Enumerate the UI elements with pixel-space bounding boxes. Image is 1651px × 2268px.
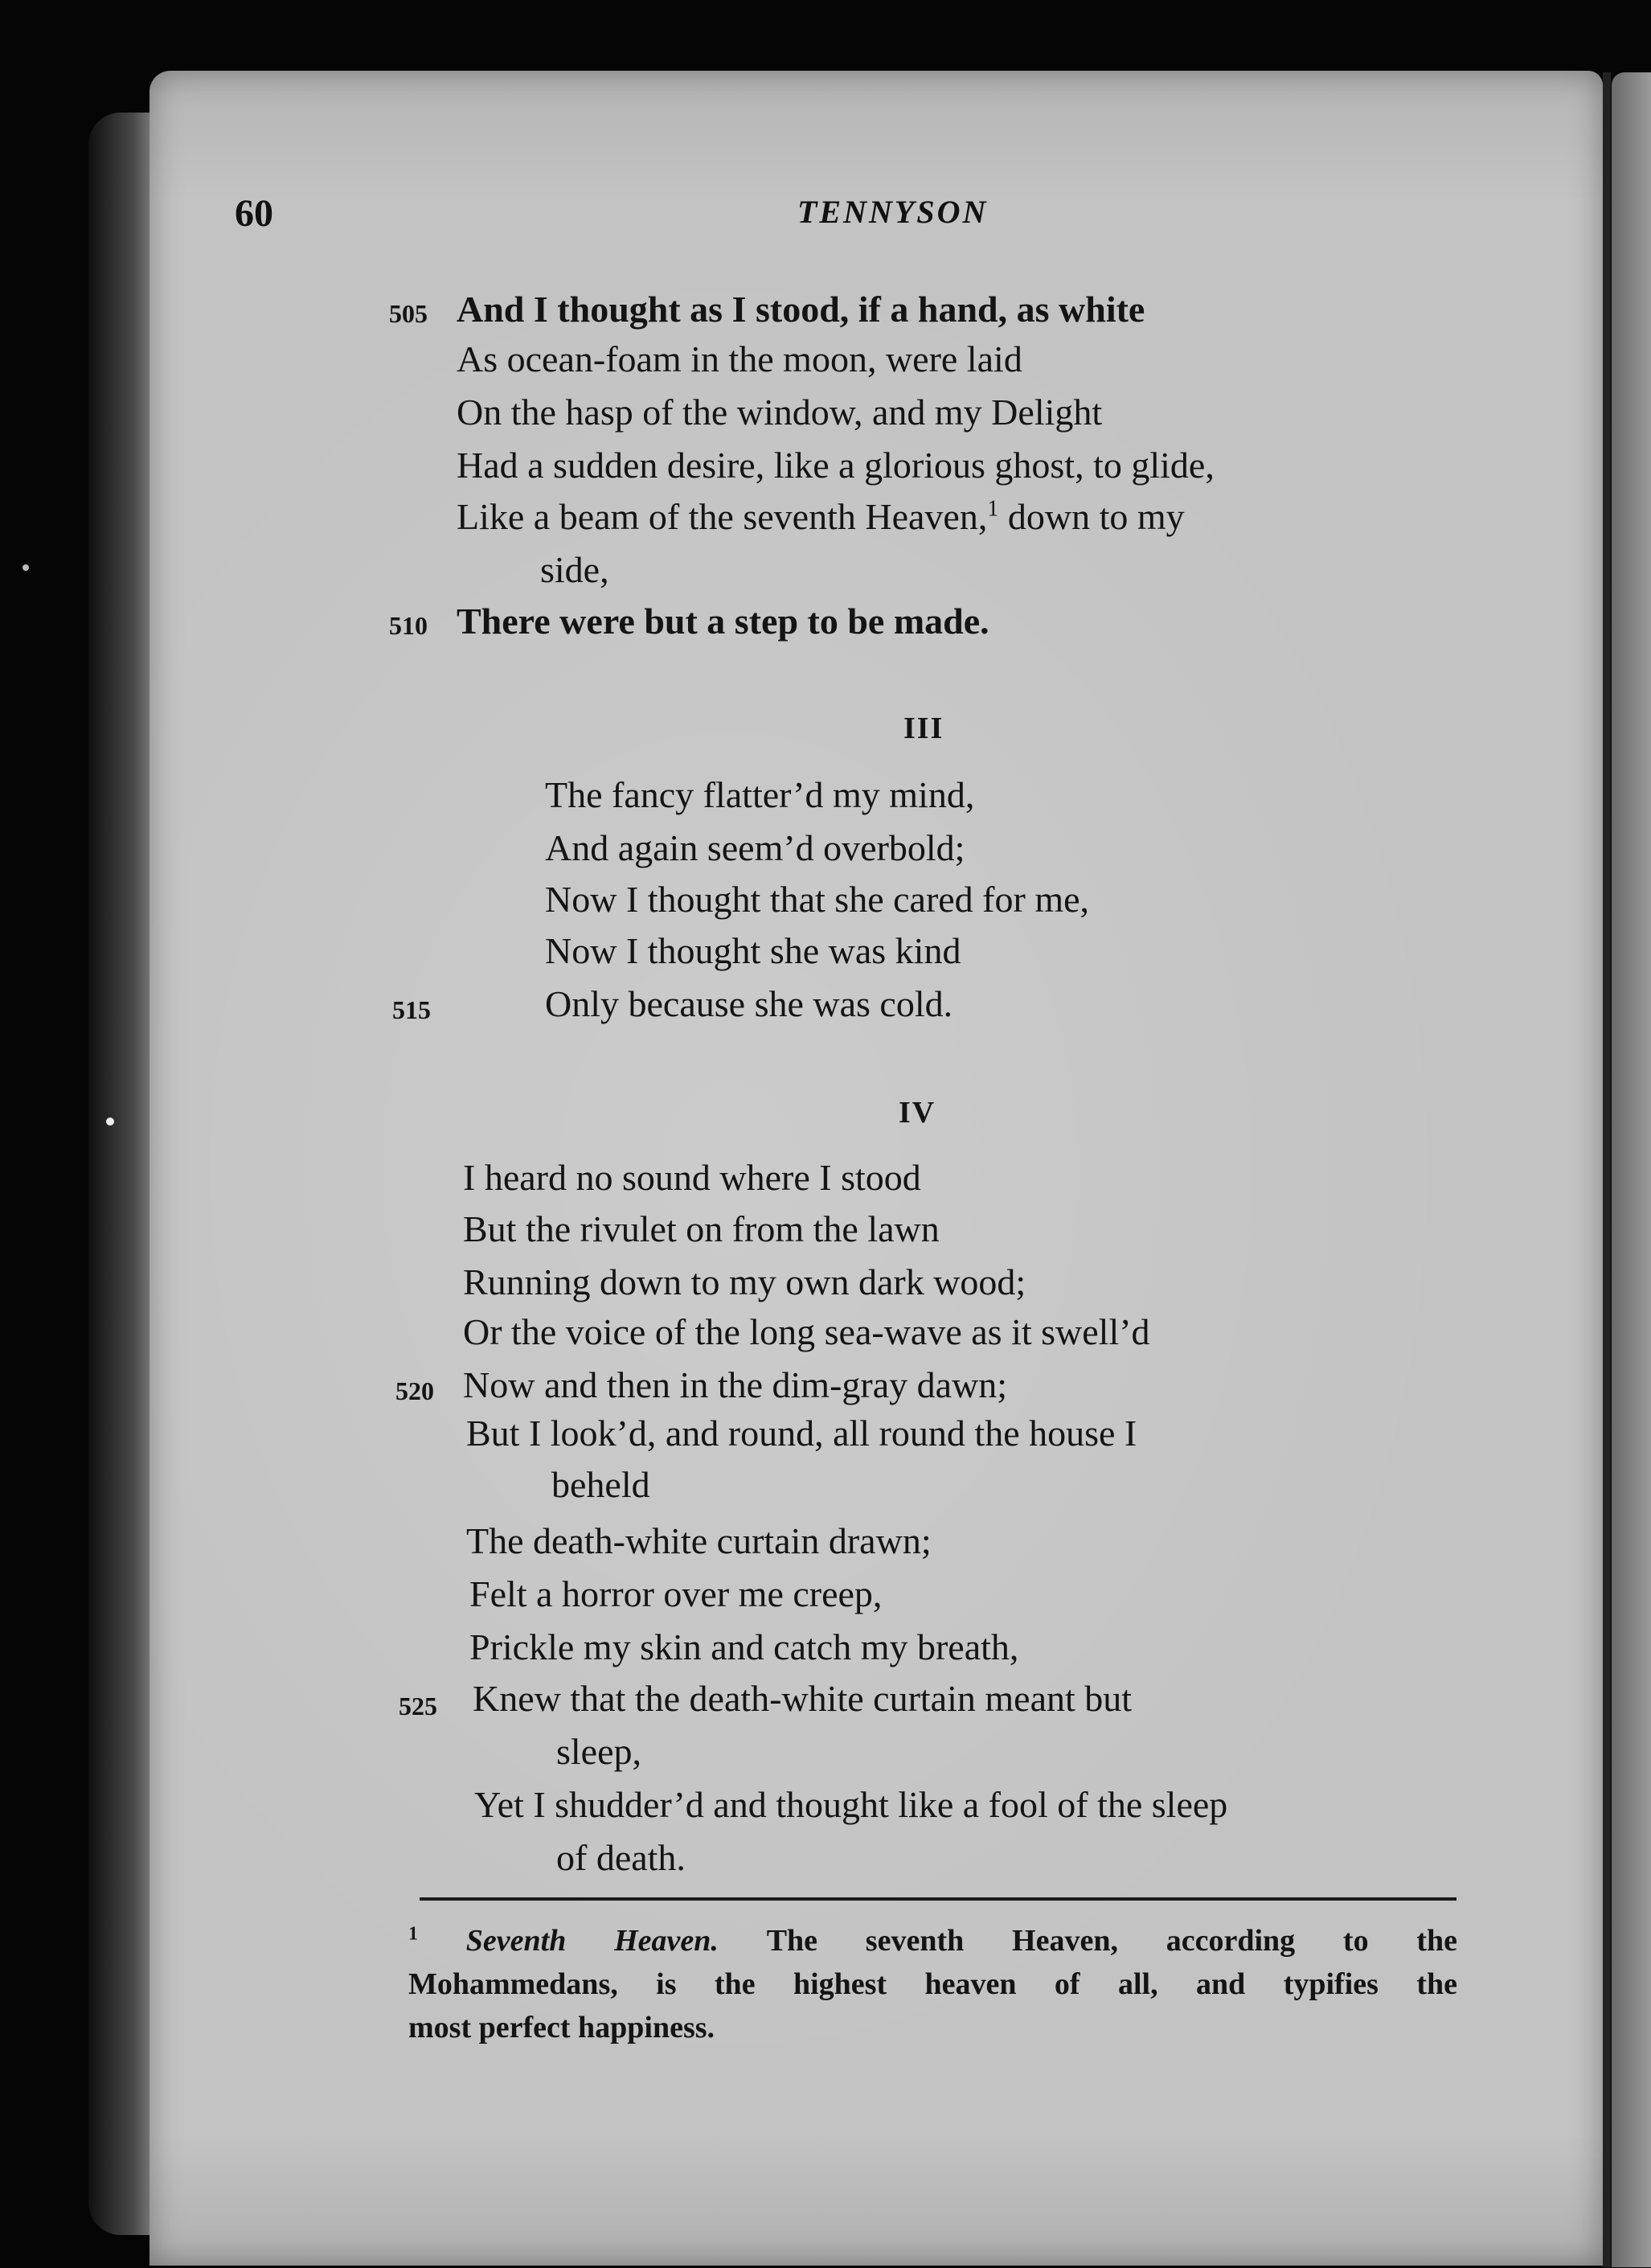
line-number: 510 (389, 611, 428, 640)
scan-speck (23, 564, 29, 571)
poem-line: As ocean-foam in the moon, were laid (457, 338, 1022, 379)
poem-line: But I look’d, and round, all round the house I (466, 1413, 1137, 1454)
footnote-rule (420, 1897, 1456, 1901)
footnote-line (408, 1923, 1457, 1958)
line-number: 525 (399, 1692, 437, 1720)
poem-line-continuation: beheld (551, 1464, 650, 1505)
poem-line: There were but a step to be made. (457, 601, 989, 642)
line-number: 505 (389, 299, 428, 328)
page-number: 60 (235, 192, 273, 235)
poem-line-text: Like a beam of the seventh Heaven, (457, 496, 988, 537)
scan-speck (106, 1118, 114, 1126)
poem-line: Felt a horror over me creep, (469, 1573, 883, 1614)
poem-line: Running down to my own dark wood; (463, 1261, 1026, 1302)
book-binding-shadow (88, 113, 153, 2235)
poem-line (457, 495, 1185, 538)
poem-line: And again seem’d overbold; (545, 827, 965, 868)
poem-line: And I thought as I stood, if a hand, as white (457, 289, 1145, 330)
poem-line: Knew that the death-white curtain meant but (473, 1678, 1133, 1719)
poem-line: But the rivulet on from the lawn (463, 1208, 940, 1249)
poem-line: The death-white curtain drawn; (466, 1520, 932, 1561)
footnote-line: most perfect happiness. (408, 2011, 715, 2044)
line-number: 515 (392, 995, 431, 1024)
poem-line: Only because she was cold. (545, 983, 953, 1024)
poem-line-continuation: side, (540, 549, 609, 590)
poem-line-text: down to my (998, 496, 1185, 537)
poem-line: Now I thought she was kind (545, 930, 961, 971)
page-gutter (1603, 72, 1611, 2267)
poem-line: Yet I shudder’d and thought like a fool of the sleep (474, 1784, 1228, 1825)
poem-line: On the hasp of the window, and my Delight (457, 392, 1103, 433)
poem-line: I heard no sound where I stood (463, 1157, 921, 1198)
poem-line: The fancy flatter’d my mind, (545, 774, 975, 815)
footnote-term: Seventh Heaven. (465, 1924, 719, 1958)
running-head: TENNYSON (797, 194, 989, 230)
poem-line-continuation: of death. (556, 1837, 686, 1878)
stanza-heading: III (903, 712, 944, 745)
poem-line: Now and then in the dim-gray dawn; (463, 1364, 1008, 1405)
next-page-edge (1612, 72, 1651, 2267)
footnote-reference: 1 (987, 496, 999, 522)
stanza-heading: IV (899, 1096, 936, 1130)
poem-line: Prickle my skin and catch my breath, (469, 1626, 1019, 1667)
footnote-text: The seventh Heaven, according to the (766, 1924, 1457, 1958)
footnote-line: Mohammedans, is the highest heaven of all, and typifies the (408, 1967, 1457, 2001)
poem-line-continuation: sleep, (556, 1731, 642, 1772)
poem-line: Now I thought that she cared for me, (545, 879, 1090, 920)
footnote-marker: 1 (408, 1923, 418, 1945)
poem-line: Or the voice of the long sea-wave as it swell’d (463, 1311, 1150, 1352)
line-number: 520 (395, 1376, 434, 1405)
poem-line: Had a sudden desire, like a glorious ghost, to glide, (457, 445, 1215, 486)
